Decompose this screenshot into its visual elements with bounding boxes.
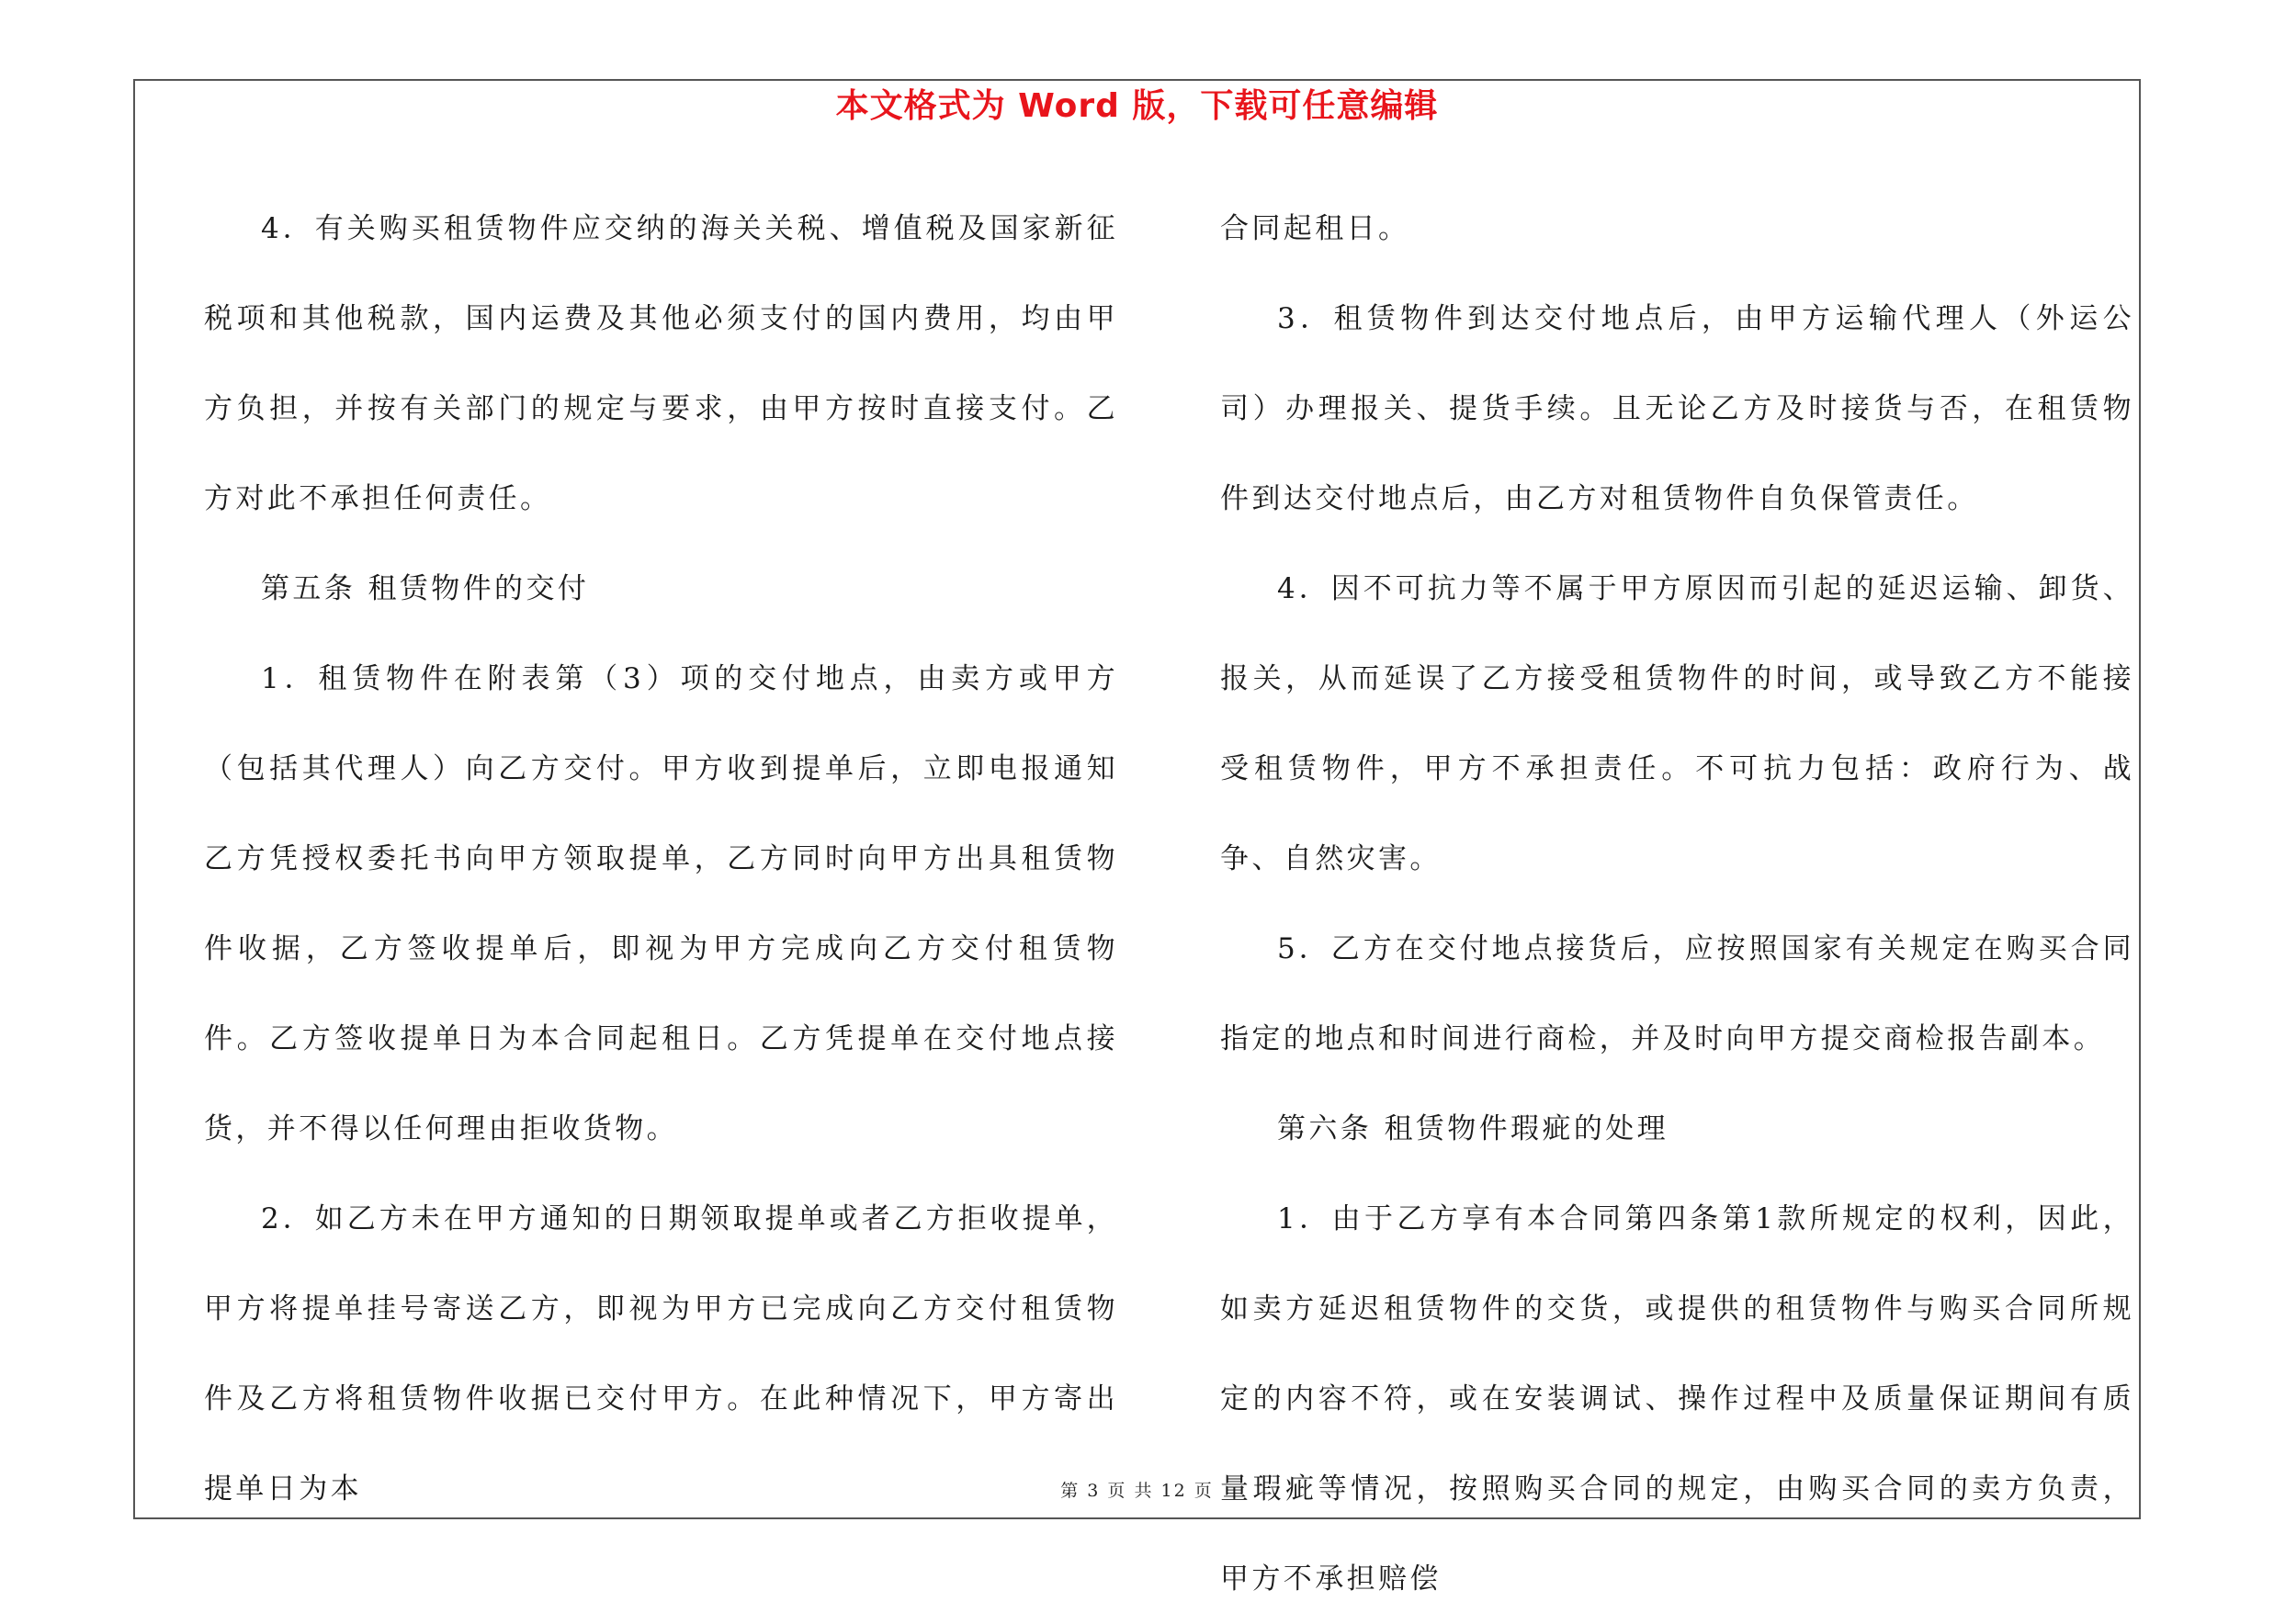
paragraph: 4．因不可抗力等不属于甲方原因而引起的延迟运输、卸货、报关，从而延误了乙方接受租赁物件的时间，或导致乙方不能接受租赁物件，甲方不承担责任。不可抗力包括：政府行为、战争、自然灾害。 [1220, 572, 2134, 875]
paragraph: 2．如乙方未在甲方通知的日期领取提单或者乙方拒收提单，甲方将提单挂号寄送乙方，即视为甲方已完成向乙方交付租赁物件及乙方将租赁物件收据已交付甲方。在此种情况下，甲方寄出提单日为本 [204, 1202, 1118, 1506]
right-column [1220, 184, 2134, 1624]
paragraph-continuation: 合同起租日。 [1220, 212, 1410, 245]
paragraph: 5．乙方在交付地点接货后，应按照国家有关规定在购买合同指定的地点和时间进行商检，并及时向甲方提交商检报告副本。 [1220, 932, 2134, 1055]
section-heading: 第六条 租赁物件瑕疵的处理 [1277, 1112, 1669, 1145]
page-number: 第 3 页 共 12 页 [1060, 1481, 1214, 1501]
paragraph: 1．租赁物件在附表第（3）项的交付地点，由卖方或甲方（包括其代理人）向乙方交付。甲方收到提单后，立即电报通知乙方凭授权委托书向甲方领取提单，乙方同时向甲方出具租赁物件收据，乙方签收提单后，即视为甲方完成向乙方交付租赁物件。乙方签收提单日为本合同起租日。乙方凭提单在交付地点接货，并不得以任何理由拒收货物。 [204, 662, 1118, 1145]
paragraph: 1．由于乙方享有本合同第四条第1款所规定的权利，因此，如卖方延迟租赁物件的交货，或提供的租赁物件与购买合同所规定的内容不符，或在安装调试、操作过程中及质量保证期间有质量瑕疵等情况，按照购买合同的规定，由购买合同的卖方负责，甲方不承担赔偿 [1220, 1202, 2134, 1596]
paragraph: 3．租赁物件到达交付地点后，由甲方运输代理人（外运公司）办理报关、提货手续。且无论乙方及时接货与否，在租赁物件到达交付地点后，由乙方对租赁物件自负保管责任。 [1220, 302, 2134, 515]
paragraph: 4．有关购买租赁物件应交纳的海关关税、增值税及国家新征税项和其他税款，国内运费及其他必须支付的国内费用，均由甲方负担，并按有关部门的规定与要求，由甲方按时直接支付。乙方对此不承担任何责任。 [204, 212, 1118, 515]
format-banner: 本文格式为 Word 版，下载可任意编辑 [835, 87, 1439, 125]
section-heading: 第五条 租赁物件的交付 [261, 572, 590, 605]
left-column [204, 184, 1118, 1534]
